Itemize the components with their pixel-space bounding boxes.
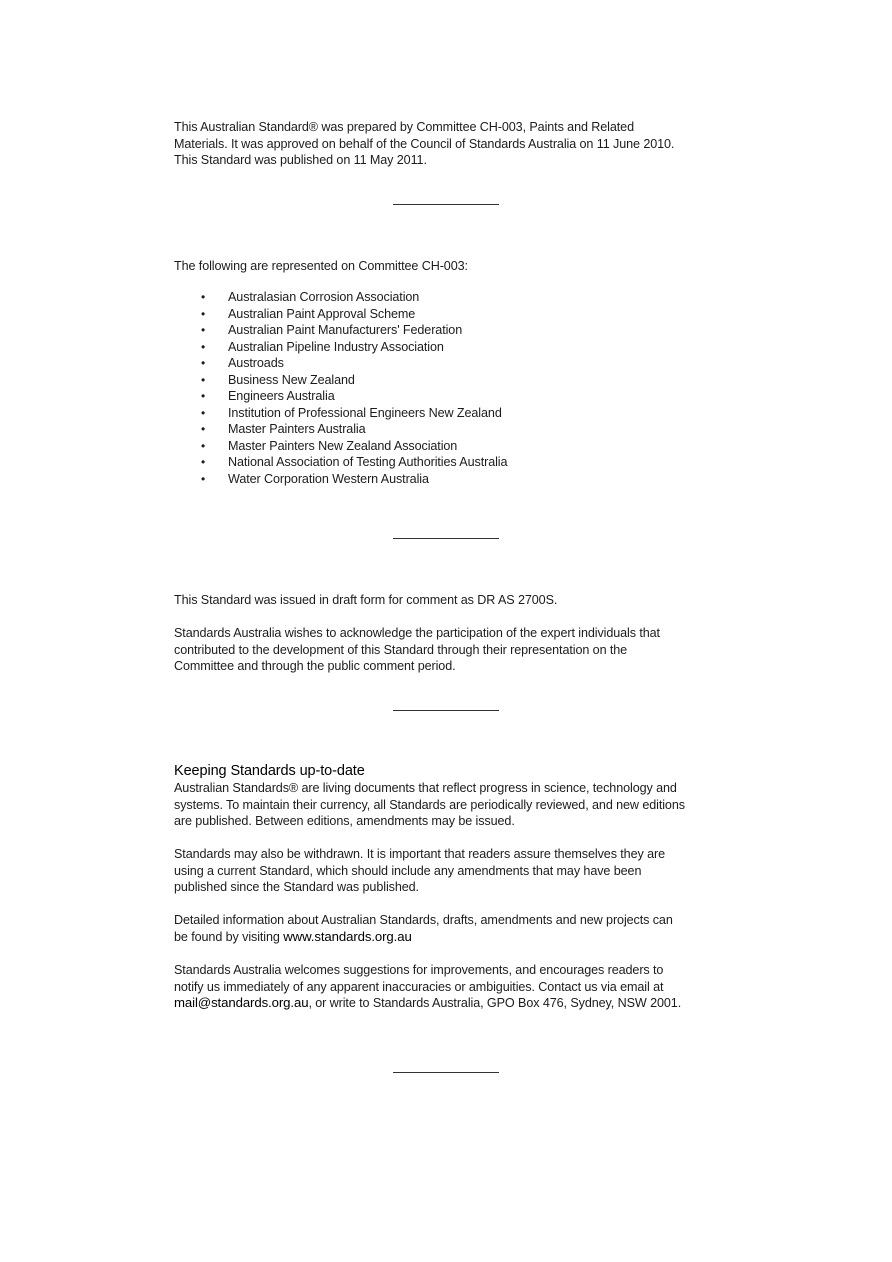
bullet-icon: •	[201, 455, 206, 469]
list-item	[174, 322, 507, 339]
member-name: Water Corporation Western Australia	[228, 471, 429, 486]
keeping-paragraph-4	[174, 962, 734, 1012]
intro-line: Materials. It was approved on behalf of the Council of Standards Australia on 11 June 2010.	[174, 136, 675, 151]
list-item	[174, 306, 507, 323]
paragraph-text: , or write to Standards Australia, GPO Box 476, Sydney, NSW 2001.	[308, 996, 682, 1010]
list-item	[174, 339, 507, 356]
bullet-icon: •	[201, 471, 206, 486]
paragraph-line: Detailed information about Australian Standards, drafts, amendments and new projects can	[174, 913, 673, 927]
list-item	[174, 454, 507, 471]
member-name: National Association of Testing Authorities Australia	[228, 455, 508, 469]
member-name: Master Painters Australia	[228, 422, 366, 436]
keeping-paragraph-1	[174, 780, 734, 830]
member-name: Engineers Australia	[228, 389, 335, 403]
paragraph-line: Standards may also be withdrawn. It is important that readers assure themselves they are	[174, 847, 665, 861]
bullet-icon: •	[201, 389, 206, 403]
bullet-icon: •	[201, 356, 206, 370]
email-link[interactable]: mail@standards.org.au	[174, 995, 309, 1010]
intro-line: This Australian Standard® was prepared by Committee CH-003, Paints and Related	[174, 120, 634, 134]
paragraph-line: are published. Between editions, amendments may be issued.	[174, 814, 515, 828]
member-name: Australasian Corrosion Association	[228, 290, 420, 304]
section-divider	[393, 204, 499, 205]
website-link[interactable]: www.standards.org.au	[283, 928, 412, 944]
paragraph-line: published since the Standard was published.	[174, 880, 419, 894]
list-item	[174, 405, 507, 422]
acknowledgement-paragraph	[174, 625, 734, 675]
draft-note-text: This Standard was issued in draft form for comment as DR AS 2700S.	[174, 593, 558, 607]
list-item	[174, 438, 507, 455]
member-name: Australian Pipeline Industry Association	[228, 339, 444, 354]
paragraph-line: Standards Australia welcomes suggestions for improvements, and encourages readers to	[174, 963, 664, 977]
section-divider	[393, 1072, 499, 1073]
paragraph-line: notify us immediately of any apparent inaccuracies or ambiguities. Contact us via email at	[174, 979, 664, 994]
committee-member-list	[174, 289, 507, 487]
acknowledgement-line: Committee and through the public comment period.	[174, 659, 456, 673]
bullet-icon: •	[201, 339, 206, 354]
member-name: Institution of Professional Engineers New Zealand	[228, 405, 502, 420]
list-item	[174, 355, 507, 372]
paragraph-line: systems. To maintain their currency, all Standards are periodically reviewed, and new editions	[174, 797, 685, 812]
bullet-icon: •	[201, 422, 206, 436]
bullet-icon: •	[201, 372, 206, 387]
list-item	[174, 388, 507, 405]
paragraph-line: Australian Standards® are living documents that reflect progress in science, technology and	[174, 781, 677, 795]
committee-lead-text: The following are represented on Committee CH-003:	[174, 259, 468, 273]
member-name: Master Painters New Zealand Association	[228, 438, 458, 453]
member-name: Australian Paint Approval Scheme	[228, 306, 416, 321]
list-item	[174, 421, 507, 438]
bullet-icon: •	[201, 306, 206, 321]
intro-line: This Standard was published on 11 May 2011.	[174, 153, 427, 167]
bullet-icon: •	[201, 405, 206, 420]
member-name: Business New Zealand	[228, 372, 355, 387]
acknowledgement-line: Standards Australia wishes to acknowledge the participation of the expert individuals that	[174, 626, 660, 640]
committee-lead	[174, 258, 734, 275]
section-divider	[393, 538, 499, 539]
paragraph-text: be found by visiting	[174, 929, 284, 944]
member-name: Austroads	[228, 356, 284, 370]
bullet-icon: •	[201, 290, 206, 304]
section-heading: Keeping Standards up-to-date	[174, 763, 365, 779]
paragraph-line	[174, 929, 734, 946]
paragraph-line: using a current Standard, which should include any amendments that may have been	[174, 863, 642, 878]
list-item	[174, 471, 507, 488]
member-name: Australian Paint Manufacturers' Federation	[228, 323, 463, 337]
intro-paragraph	[174, 119, 734, 169]
keeping-paragraph-2	[174, 846, 734, 896]
bullet-icon: •	[201, 438, 206, 453]
keeping-paragraph-3	[174, 912, 734, 945]
list-item	[174, 289, 507, 306]
section-divider	[393, 710, 499, 711]
list-item	[174, 372, 507, 389]
acknowledgement-line: contributed to the development of this Standard through their representation on the	[174, 642, 628, 657]
bullet-icon: •	[201, 323, 206, 337]
paragraph-line	[174, 995, 734, 1012]
draft-note	[174, 592, 734, 609]
